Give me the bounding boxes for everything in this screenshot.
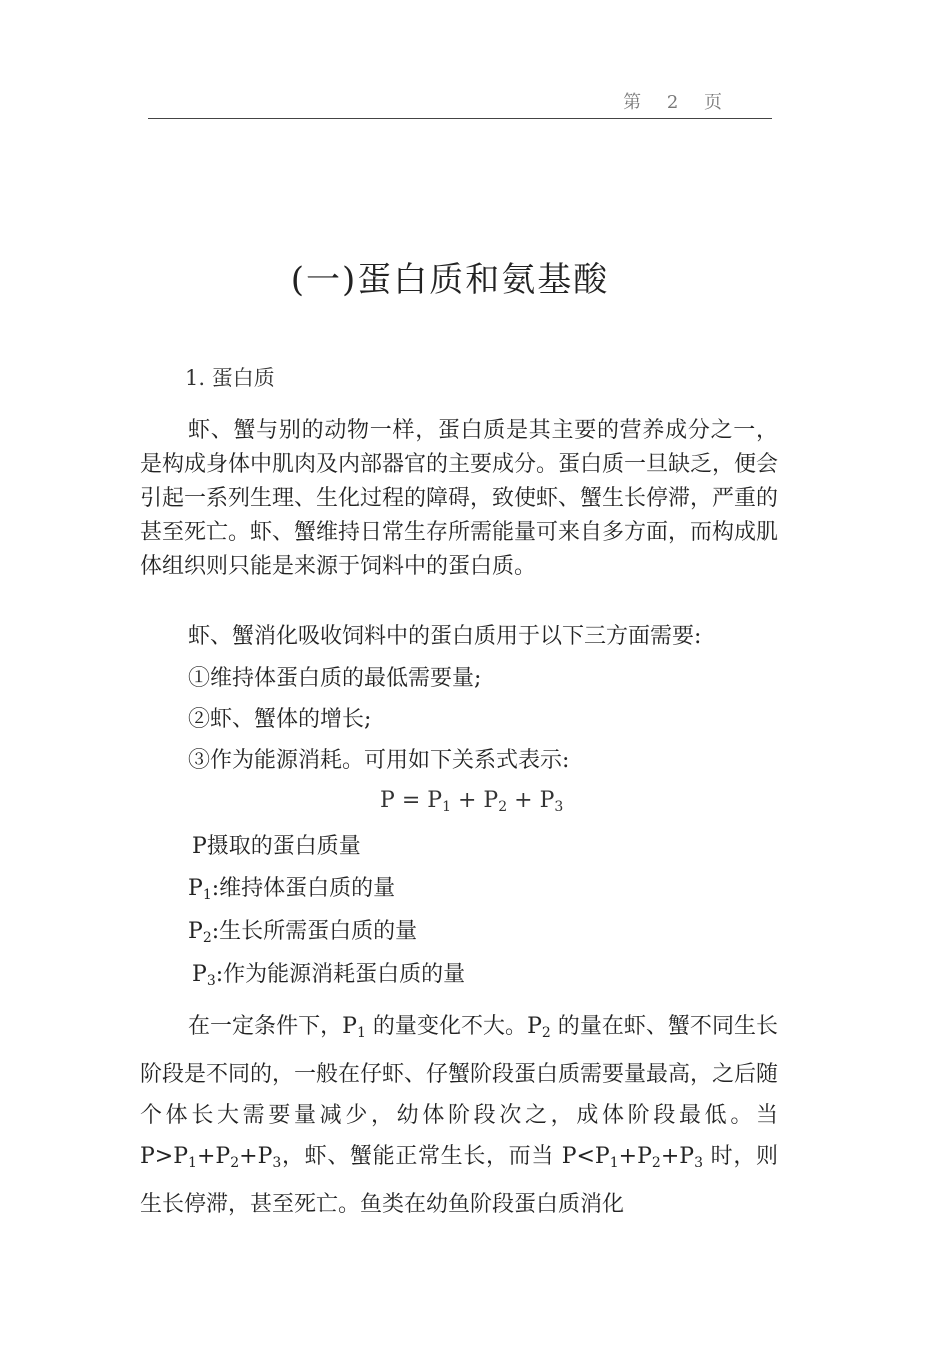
p3-cond1-plus-2: + (239, 1144, 258, 1169)
section-heading: 1. 蛋白质 (185, 366, 275, 390)
paragraph-1: 虾、蟹与别的动物一样，蛋白质是其主要的营养成分之一，是构成身体中肌肉及内部器官的主要成分。蛋白质一旦缺乏，便会引起一系列生理、生化过程的障碍，致使虾、蟹生长停滞，严重的甚至死亡。虾、蟹维持日常生存所需能量可来自多方面，而构成肌体组织则只能是来源于饲料中的蛋白质。 (140, 418, 779, 579)
definition-p2 (188, 917, 417, 953)
p3-cond1-p3: P (257, 1144, 273, 1169)
definition-p3-sub: 3 (206, 973, 216, 989)
p3-cond1-sub-3: 3 (272, 1155, 282, 1171)
formula-sub-1: 1 (442, 799, 451, 815)
p3-cond1-sub-2: 2 (230, 1155, 240, 1171)
paragraph-3 (140, 1006, 778, 1225)
p3-cond-1: P>P (140, 1144, 189, 1169)
formula-eq: = (401, 788, 421, 813)
definition-p2-text: :生长所需蛋白质的量 (211, 919, 418, 944)
p3-cond2-p3: P (679, 1144, 695, 1169)
definition-p1-symbol: P (188, 876, 203, 901)
page-header (148, 84, 772, 119)
p3-cond2-p2: P (637, 1144, 652, 1169)
p3-cond2-sub-1: 1 (609, 1155, 619, 1171)
formula-p2: P (483, 788, 499, 813)
formula-plus-1: + (457, 788, 477, 813)
definition-p3-symbol: P (192, 962, 207, 987)
protein-formula (380, 788, 563, 815)
formula-p1: P (427, 788, 443, 813)
page-number: 第 2 页 (623, 92, 732, 113)
formula-p3: P (539, 788, 555, 813)
p3-cond1-p2: P (215, 1144, 231, 1169)
definition-p1-sub: 1 (202, 887, 212, 903)
p3-sub-2: 2 (541, 1025, 551, 1041)
p3-text-5: 时，则生长停滞，甚至死亡。鱼类在幼鱼阶段蛋白质消化 (140, 1144, 779, 1217)
formula-lhs: P (380, 788, 395, 813)
definition-p: P摄取的蛋白质量 (192, 834, 361, 859)
definition-p1-text: :维持体蛋白质的量 (211, 876, 396, 901)
p3-sym-p2: P (527, 1014, 542, 1039)
p3-cond1-sub-1: 1 (188, 1155, 197, 1171)
p3-cond2-plus-1: + (618, 1144, 638, 1169)
formula-sub-3: 3 (554, 799, 564, 815)
definition-p3-text: :作为能源消耗蛋白质的量 (215, 962, 466, 987)
definition-p2-sub: 2 (202, 930, 212, 946)
list-item-1: ①维持体蛋白质的最低需要量; (188, 666, 482, 691)
p3-text-3: 的量在虾、蟹不同生长阶段是不同的，一般在仔虾、仔蟹阶段蛋白质需要量最高，之后随个体长大需要量减少，幼体阶段次之，成体阶段最低。当 (140, 1014, 779, 1128)
p3-sym-p1: P (342, 1014, 357, 1039)
p3-cond-2: P<P (561, 1144, 610, 1169)
formula-plus-2: + (514, 788, 533, 813)
definition-p1 (188, 874, 395, 910)
p3-cond2-plus-2: + (660, 1144, 680, 1169)
chapter-title: (一)蛋白质和氨基酸 (290, 260, 610, 300)
p3-text-2: 的量变化不大。 (365, 1014, 528, 1039)
list-item-3: ③作为能源消耗。可用如下关系式表示: (188, 748, 570, 773)
p3-text-4: ，虾、蟹能正常生长，而当 (281, 1144, 562, 1169)
definition-p2-symbol: P (188, 919, 203, 944)
p3-cond2-sub-3: 3 (694, 1155, 703, 1171)
p3-cond1-plus-1: + (196, 1144, 216, 1169)
p3-text-1: 在一定条件下， (188, 1014, 343, 1039)
p3-cond2-sub-2: 2 (651, 1155, 661, 1171)
formula-sub-2: 2 (498, 799, 508, 815)
p3-sub-1: 1 (356, 1025, 366, 1041)
paragraph-2: 虾、蟹消化吸收饲料中的蛋白质用于以下三方面需要: (188, 624, 702, 649)
definition-p3 (192, 960, 465, 996)
list-item-2: ②虾、蟹体的增长; (188, 707, 372, 732)
